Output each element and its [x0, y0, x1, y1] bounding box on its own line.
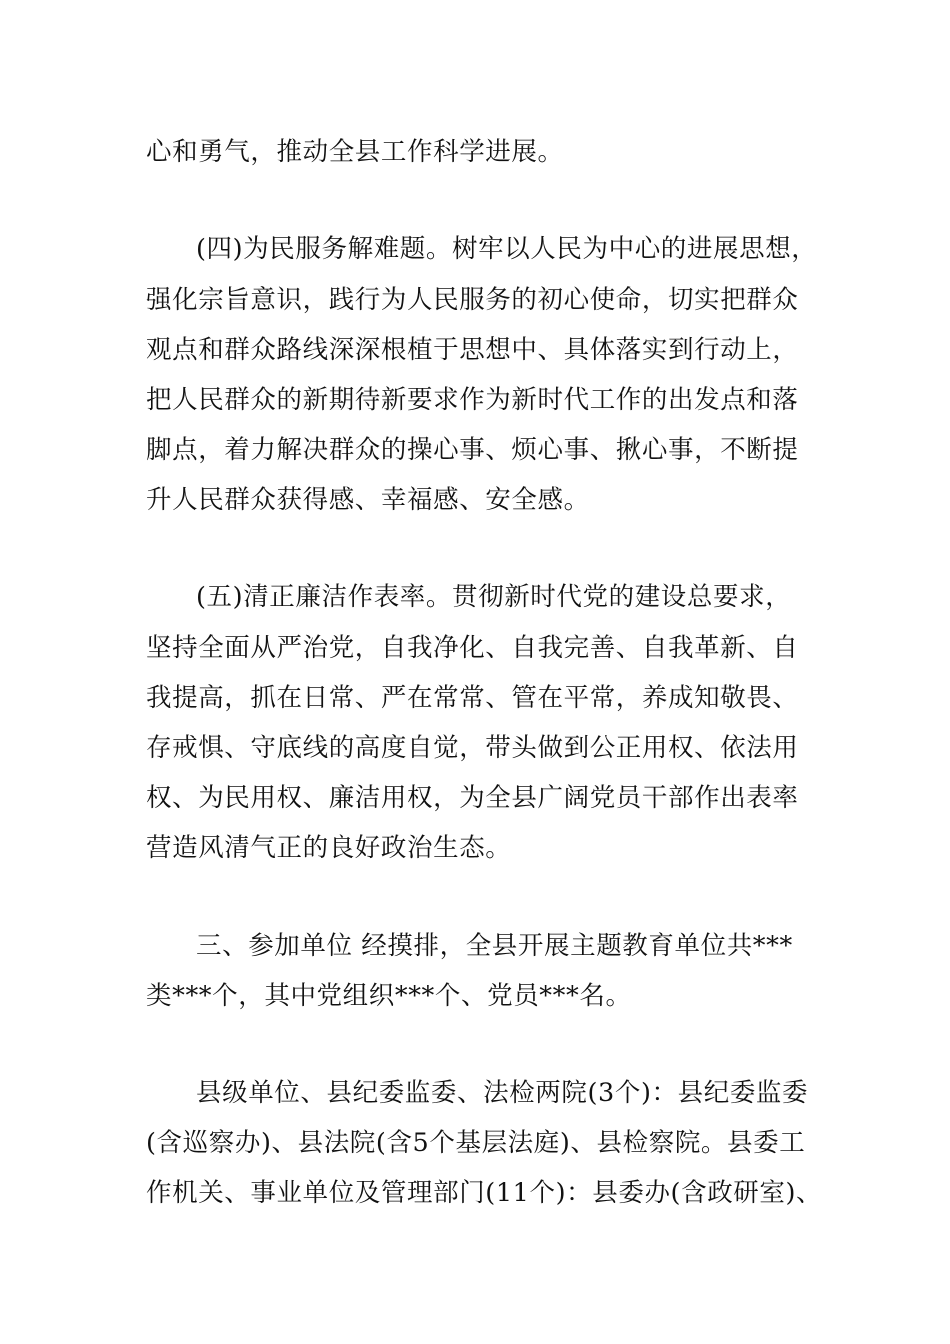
text-line: 三、参加单位 经摸排，全县开展主题教育单位共*** — [196, 931, 793, 961]
text-line: 坚持全面从严治党，自我净化、自我完善、自我革新、自 — [146, 633, 799, 663]
text-line: 存戒惧、守底线的高度自觉，带头做到公正用权、依法用 — [146, 733, 799, 763]
text-line: 升人民群众获得感、幸福感、安全感。 — [146, 485, 590, 515]
text-line: 观点和群众路线深深根植于思想中、具体落实到行动上， — [146, 335, 799, 365]
text-line: 把人民群众的新期待新要求作为新时代工作的出发点和落 — [146, 385, 799, 415]
text-line: 类***个，其中党组织***个、党员***名。 — [146, 981, 632, 1011]
text-line: 我提高，抓在日常、严在常常、管在平常，养成知敬畏、 — [146, 683, 799, 713]
text-line: (五)清正廉洁作表率。贯彻新时代党的建设总要求， — [196, 582, 792, 612]
text-line: (四)为民服务解难题。树牢以人民为中心的进展思想， — [196, 234, 818, 264]
text-line: 脚点，着力解决群众的操心事、烦心事、揪心事，不断提 — [146, 435, 799, 465]
text-line: 作机关、事业单位及管理部门(11个)：县委办(含政研室)、 — [146, 1178, 823, 1208]
text-line: (含巡察办)、县法院(含5个基层法庭)、县检察院。县委工 — [146, 1128, 806, 1158]
text-line: 权、为民用权、廉洁用权，为全县广阔党员干部作出表率 — [146, 783, 799, 813]
text-line: 强化宗旨意识，践行为人民服务的初心使命，切实把群众 — [146, 285, 799, 315]
text-line: 县级单位、县纪委监委、法检两院(3个)：县纪委监委 — [196, 1078, 809, 1108]
text-line: 营造风清气正的良好政治生态。 — [146, 833, 512, 863]
text-line: 心和勇气，推动全县工作科学进展。 — [146, 137, 564, 167]
